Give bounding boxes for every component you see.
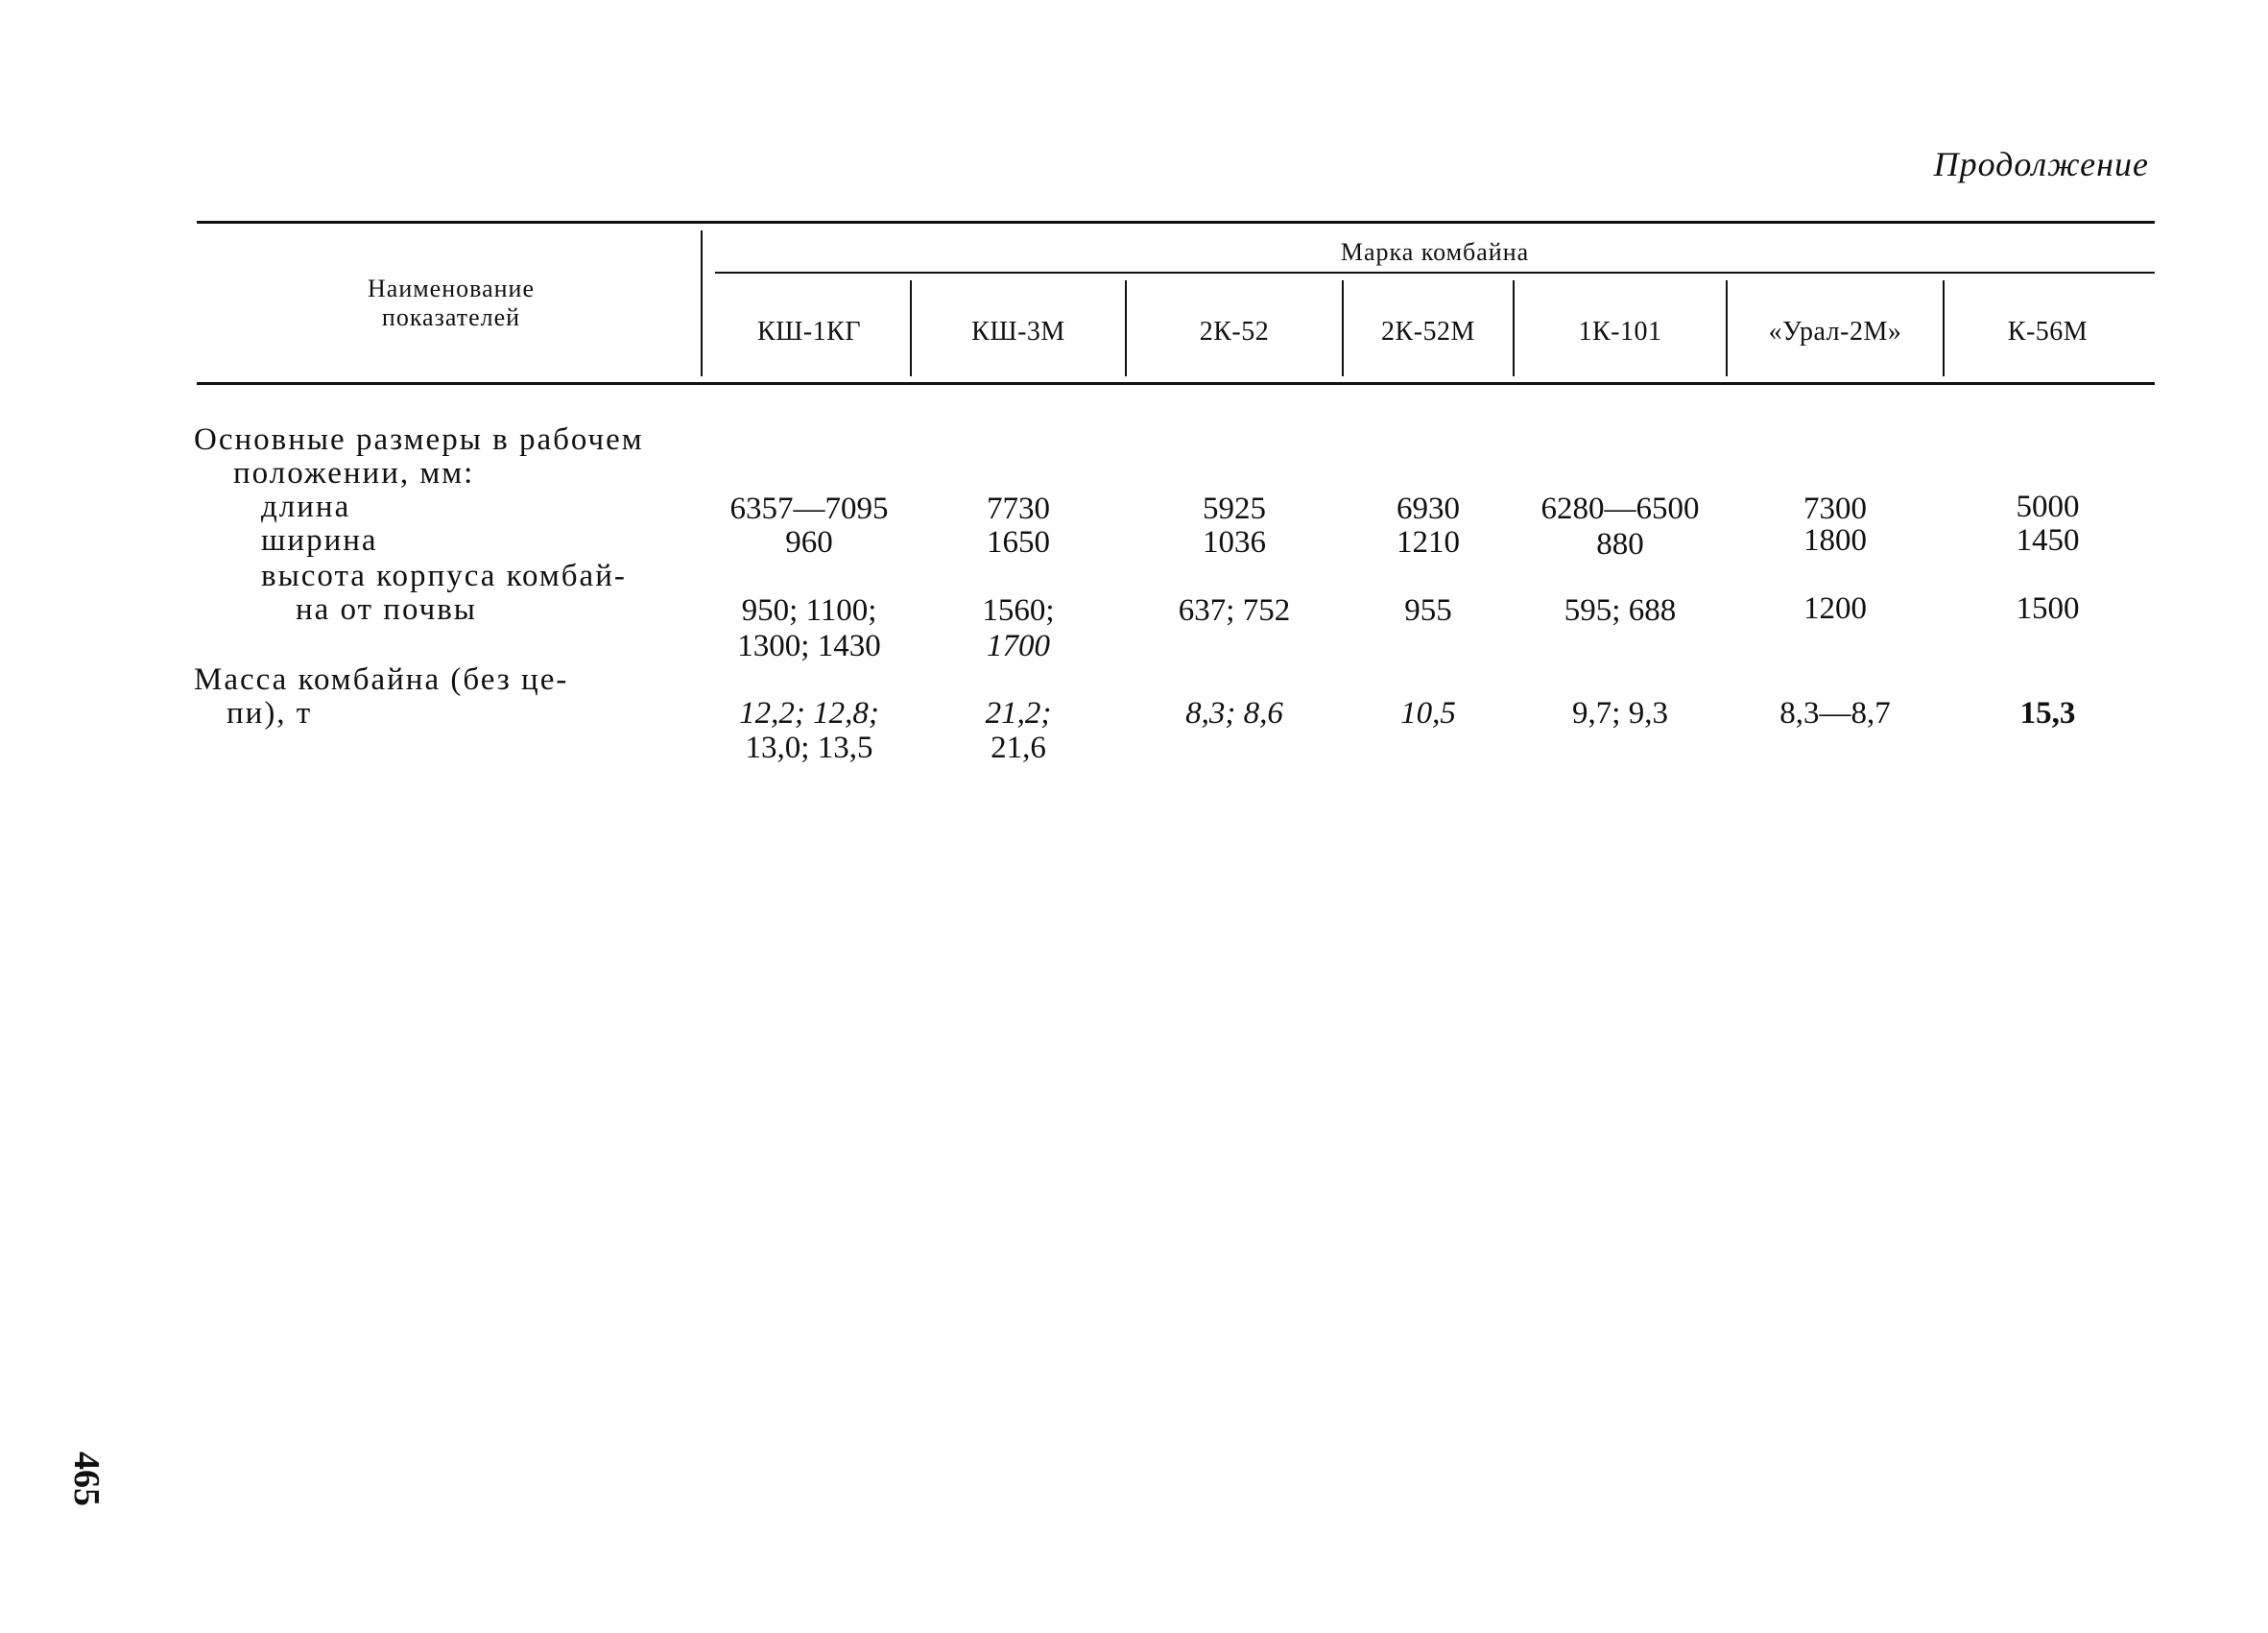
table-cell: 1300; 1430 — [737, 629, 881, 663]
table-cell: 880 — [1596, 527, 1644, 562]
row-header-line: показателей — [381, 303, 521, 331]
top-rule — [197, 221, 2155, 224]
column-header: КШ-1КГ — [756, 317, 862, 347]
table-cell: 21,6 — [991, 731, 1046, 765]
column-header: 2К-52 — [1199, 317, 1270, 347]
table-cell: 7300 — [1803, 492, 1867, 526]
row-header — [240, 275, 662, 332]
table-cell: 955 — [1404, 593, 1452, 628]
table-cell: 1560; — [982, 593, 1055, 628]
row-header-line: Наименование — [368, 275, 535, 302]
column-header: КШ-3М — [971, 317, 1065, 347]
table-cell: 960 — [785, 525, 833, 560]
table-cell: 8,3—8,7 — [1779, 696, 1891, 731]
section-label: Основные размеры в рабочем — [194, 422, 644, 457]
table-cell: 21,2; — [985, 696, 1052, 731]
row-label-mass: пи), т — [227, 696, 313, 731]
table-cell: 13,0; 13,5 — [745, 731, 873, 765]
column-header: К-56М — [2007, 317, 2089, 347]
table-cell: 7730 — [987, 492, 1050, 526]
table-cell: 6280—6500 — [1540, 492, 1700, 526]
table-cell: 10,5 — [1400, 696, 1456, 731]
table-cell: 950; 1100; — [741, 593, 877, 628]
row-label-height: на от почвы — [296, 592, 477, 627]
table-cell: 15,3 — [2019, 696, 2076, 731]
table-cell: 1700 — [987, 629, 1050, 663]
table-cell: 1500 — [2016, 591, 2080, 626]
table-cell: 637; 752 — [1178, 593, 1291, 628]
table-cell: 1800 — [1803, 523, 1867, 558]
row-label-height: высота корпуса комбай- — [261, 559, 627, 593]
table-cell: 1450 — [2016, 523, 2080, 558]
group-header-rule — [715, 272, 2155, 274]
row-label-length: длина — [261, 490, 351, 524]
row-header-divider — [701, 230, 703, 376]
table-cell: 5000 — [2016, 490, 2080, 524]
table-cell: 6357—7095 — [729, 492, 889, 526]
header-bottom-rule — [197, 382, 2155, 385]
table-cell: 1210 — [1397, 525, 1460, 560]
section-label: положении, мм: — [233, 456, 475, 491]
table-cell: 1200 — [1803, 591, 1867, 626]
continuation-label: Продолжение — [1933, 145, 2149, 183]
page-number: 465 — [66, 1452, 107, 1506]
table-cell: 5925 — [1203, 492, 1266, 526]
group-header: Марка комбайна — [1340, 238, 1530, 266]
table-cell: 1650 — [987, 525, 1050, 560]
table-cell: 9,7; 9,3 — [1572, 696, 1668, 731]
table-cell: 595; 688 — [1564, 593, 1677, 628]
row-label-width: ширина — [261, 523, 378, 558]
column-header: 1К-101 — [1578, 317, 1662, 347]
table-cell: 12,2; 12,8; — [739, 696, 879, 731]
row-label-mass: Масса комбайна (без це- — [194, 662, 569, 697]
table-cell: 8,3; 8,6 — [1185, 696, 1283, 731]
column-header: «Урал-2М» — [1768, 317, 1902, 347]
table-cell: 6930 — [1397, 492, 1460, 526]
column-header: 2К-52М — [1381, 317, 1475, 347]
table-cell: 1036 — [1203, 525, 1266, 560]
